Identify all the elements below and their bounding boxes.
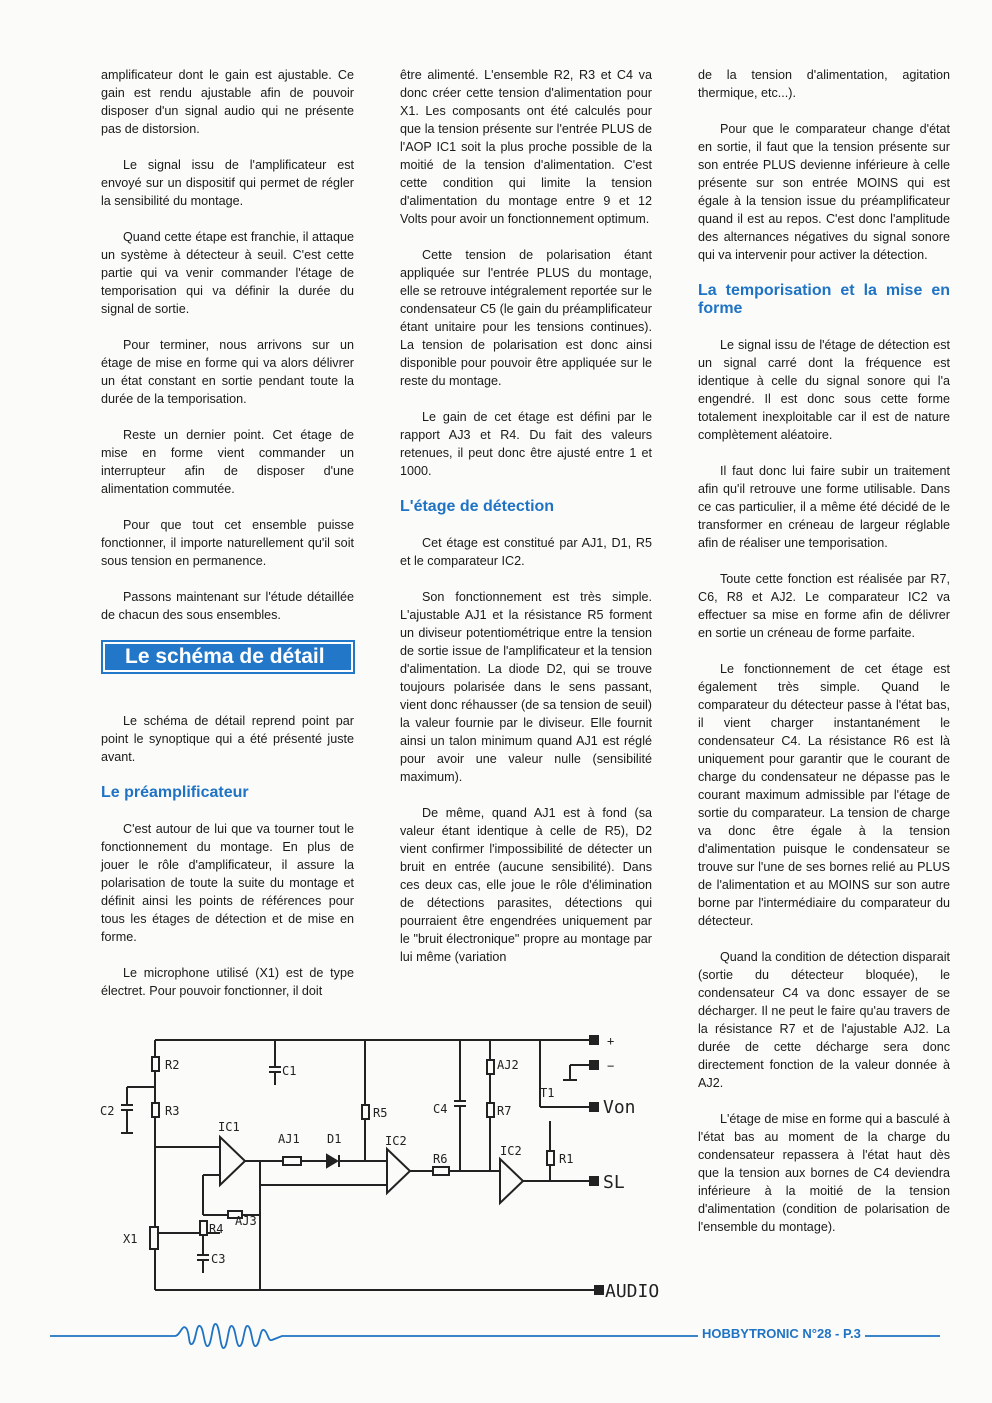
aj2-label: AJ2	[497, 1058, 519, 1072]
paragraph: Cette tension de polarisation étant appliquée sur l'entrée PLUS du montage, elle se retrouve intégralement reportée sur le condensateur C5 (le gain du préamplificateur étant unitaire pour les tensions continues). La tension de polarisation est donc ainsi disponible pour pouvoir être appliquée sur le reste du montage.	[400, 248, 652, 388]
sl-label: SL	[603, 1172, 625, 1193]
paragraph: amplificateur dont le gain est ajustable. Ce gain est rendu ajustable afin de pouvoir disposer d'un signal audio qui ne présente pas de distorsion.	[101, 68, 354, 136]
r5-label: R5	[373, 1106, 388, 1120]
paragraph: de la tension d'alimentation, agitation thermique, etc...).	[698, 68, 950, 100]
c3-label: C3	[211, 1252, 226, 1266]
d1-label: D1	[327, 1132, 342, 1146]
paragraph: Il faut donc lui faire subir un traitement afin qu'il retrouve une forme utilisable. Dans ce cas particulier, il a même été décidé de le transformer en créneau de largeur réglable afin de réaliser une temporisation.	[698, 464, 950, 550]
plus-label: +	[607, 1034, 615, 1048]
paragraph: Le gain de cet étage est défini par le rapport AJ3 et R4. Du fait des valeurs retenues, il peut donc être ajusté entre 1 et 1000.	[400, 410, 652, 478]
paragraph: De même, quand AJ1 est à fond (sa valeur étant identique à celle de R5), D2 vient confirmer l'impossibilité de détecter un bruit en entrée (aucune sensibilité). Dans ces deux cas, elle joue le rôle d'élimination de détections parasites, détections qui pourraient être engendrées uniquement par le "bruit électronique" propre au montage par lui même (variation	[400, 806, 652, 964]
paragraph: Le microphone utilisé (X1) est de type électret. Pour pouvoir fonctionner, il doit	[101, 966, 354, 998]
paragraph: Passons maintenant sur l'étude détaillée de chacun des sous ensembles.	[101, 590, 354, 622]
paragraph: Quand la condition de détection disparait (sortie du détecteur bloquée), le condensateur C4 va donc essayer de se décharger. Il ne peut le faire qu'au travers de la résistance R7 et de l'ajustable AJ2. La durée de cette décharge sera donc directement fonction de la valeur donnée à AJ2.	[698, 950, 950, 1090]
paragraph: Pour terminer, nous arrivons sur un étage de mise en forme qui va alors délivrer un état constant en sortie pendant toute la durée de la temporisation.	[101, 338, 354, 406]
paragraph: Le signal issu de l'amplificateur est envoyé sur un dispositif qui permet de régler la sensibilité du montage.	[101, 158, 354, 208]
aj1-label: AJ1	[278, 1132, 300, 1146]
r3-label: R3	[165, 1104, 180, 1118]
page-footer: HOBBYTRONIC N°28 - P.3	[698, 1326, 865, 1341]
r6-label: R6	[433, 1152, 448, 1166]
circuit-schematic	[95, 1025, 675, 1315]
ic1-label: IC1	[218, 1120, 240, 1134]
von-label: Von	[603, 1097, 636, 1118]
section-heading: Le préamplificateur	[101, 784, 249, 801]
r7-label: R7	[497, 1104, 512, 1118]
paragraph: L'étage de mise en forme qui a basculé à l'état bas au moment de la charge du condensateur repassera à l'état haut dès que la tension aux bornes de C4 deviendra inférieure à la moitié de la tension d'alimentation (condition de polarisation de l'ensemble du montage).	[698, 1112, 950, 1234]
section-heading: L'étage de détection	[400, 498, 555, 515]
ic2-label: IC2	[385, 1134, 407, 1148]
c4-label: C4	[433, 1102, 448, 1116]
audio-label: AUDIO	[605, 1281, 660, 1302]
paragraph: être alimenté. L'ensemble R2, R3 et C4 va donc créer cette tension d'alimentation pour X1. Les composants ont été calculés pour que la tension présente sur l'entrée PLUS de l'AOP IC1 soit la plus proche possible de la moitié de la tension d'alimentation. C'est cette condition qui limite la tension d'alimentation du montage entre 9 et 12 Volts pour avoir un fonctionnement optimum.	[400, 68, 652, 226]
paragraph: Son fonctionnement est très simple. L'ajustable AJ1 et la résistance R5 forment un diviseur potentiométrique entre la tension de sortie issue de l'amplificateur et la tension d'alimentation. La diode D2, qui se trouve toujours polarisée dans le sens passant, vient donc réhausser (de sa tension de seuil) la valeur fournie par le diviseur. Elle fournit ainsi un talon minimum quand AJ1 est réglé pour avoir une valeur nulle (sensibilité maximum).	[400, 590, 652, 784]
paragraph: C'est autour de lui que va tourner tout le fonctionnement du montage. En plus de jouer le rôle d'amplificateur, il assure la polarisation de toute la suite du montage et définit ainsi les points de références pour tous les étages de détection et de mise en forme.	[101, 822, 354, 944]
c2-label: C2	[100, 1104, 115, 1118]
ic2-label: IC2	[500, 1144, 522, 1158]
c1-label: C1	[282, 1064, 297, 1078]
t1-label: T1	[540, 1086, 555, 1100]
paragraph: Reste un dernier point. Cet étage de mise en forme vient commander un interrupteur afin de disposer d'une alimentation commutée.	[101, 428, 354, 496]
r4-label: R4	[209, 1222, 224, 1236]
column-2	[400, 66, 652, 984]
paragraph: Quand cette étape est franchie, il attaque un système à détecteur à seuil. C'est cette partie qui va venir commander l'étage de temporisation qui va définir la durée du signal de sortie.	[101, 230, 354, 316]
r2-label: R2	[165, 1058, 180, 1072]
paragraph: Toute cette fonction est réalisée par R7, C6, R8 et AJ2. Le comparateur IC2 va effectuer sa mise en forme afin de délivrer en sortie un créneau de forme parfaite.	[698, 572, 950, 640]
section-banner: Le schéma de détail	[103, 642, 353, 672]
paragraph: Cet étage est constitué par AJ1, D1, R5 et le comparateur IC2.	[400, 536, 652, 568]
column-1	[101, 66, 354, 1018]
x1-label: X1	[123, 1232, 138, 1246]
column-3	[698, 66, 950, 1254]
paragraph: Le signal issu de l'étage de détection est un signal carré dont la fréquence est identique à celle du signal sonore qui l'a engendré. Il est donc sous cette forme totalement inexploitable car il est de nature complètement aléatoire.	[698, 338, 950, 442]
minus-label: −	[607, 1059, 615, 1073]
section-heading: La temporisation et la mise en forme	[698, 282, 950, 317]
aj3-label: AJ3	[235, 1214, 257, 1228]
paragraph: Pour que tout cet ensemble puisse fonctionner, il importe naturellement qu'il soit sous tension en permanence.	[101, 518, 354, 568]
paragraph: Le schéma de détail reprend point par point le synoptique qui a été présenté juste avant.	[101, 714, 354, 764]
r1-label: R1	[559, 1152, 574, 1166]
paragraph: Le fonctionnement de cet étage est également très simple. Quand le comparateur du détecteur passe à l'état bas, il vient charger instantanément le condensateur C4. La résistance R6 est là uniquement pour garantir que le courant de charge du condensateur ne dépasse pas le courant maximum admissible par l'étage de sortie du comparateur. La tension de charge va donc être égale à la tension d'alimentation puisque le condensateur se trouve sur l'une de ses bornes relié au PLUS de l'alimentation et au MOINS sur son autre borne par l'intermédiaire du comparateur du détecteur.	[698, 662, 950, 928]
paragraph: Pour que le comparateur change d'état en sortie, il faut que la tension présente sur son entrée PLUS devienne inférieure à celle présente sur son entrée MOINS qui est égale à la tension issue du préamplificateur quand il est au repos. C'est donc l'amplitude des alternances négatives du signal sonore qui va intervenir pour activer la détection.	[698, 122, 950, 262]
